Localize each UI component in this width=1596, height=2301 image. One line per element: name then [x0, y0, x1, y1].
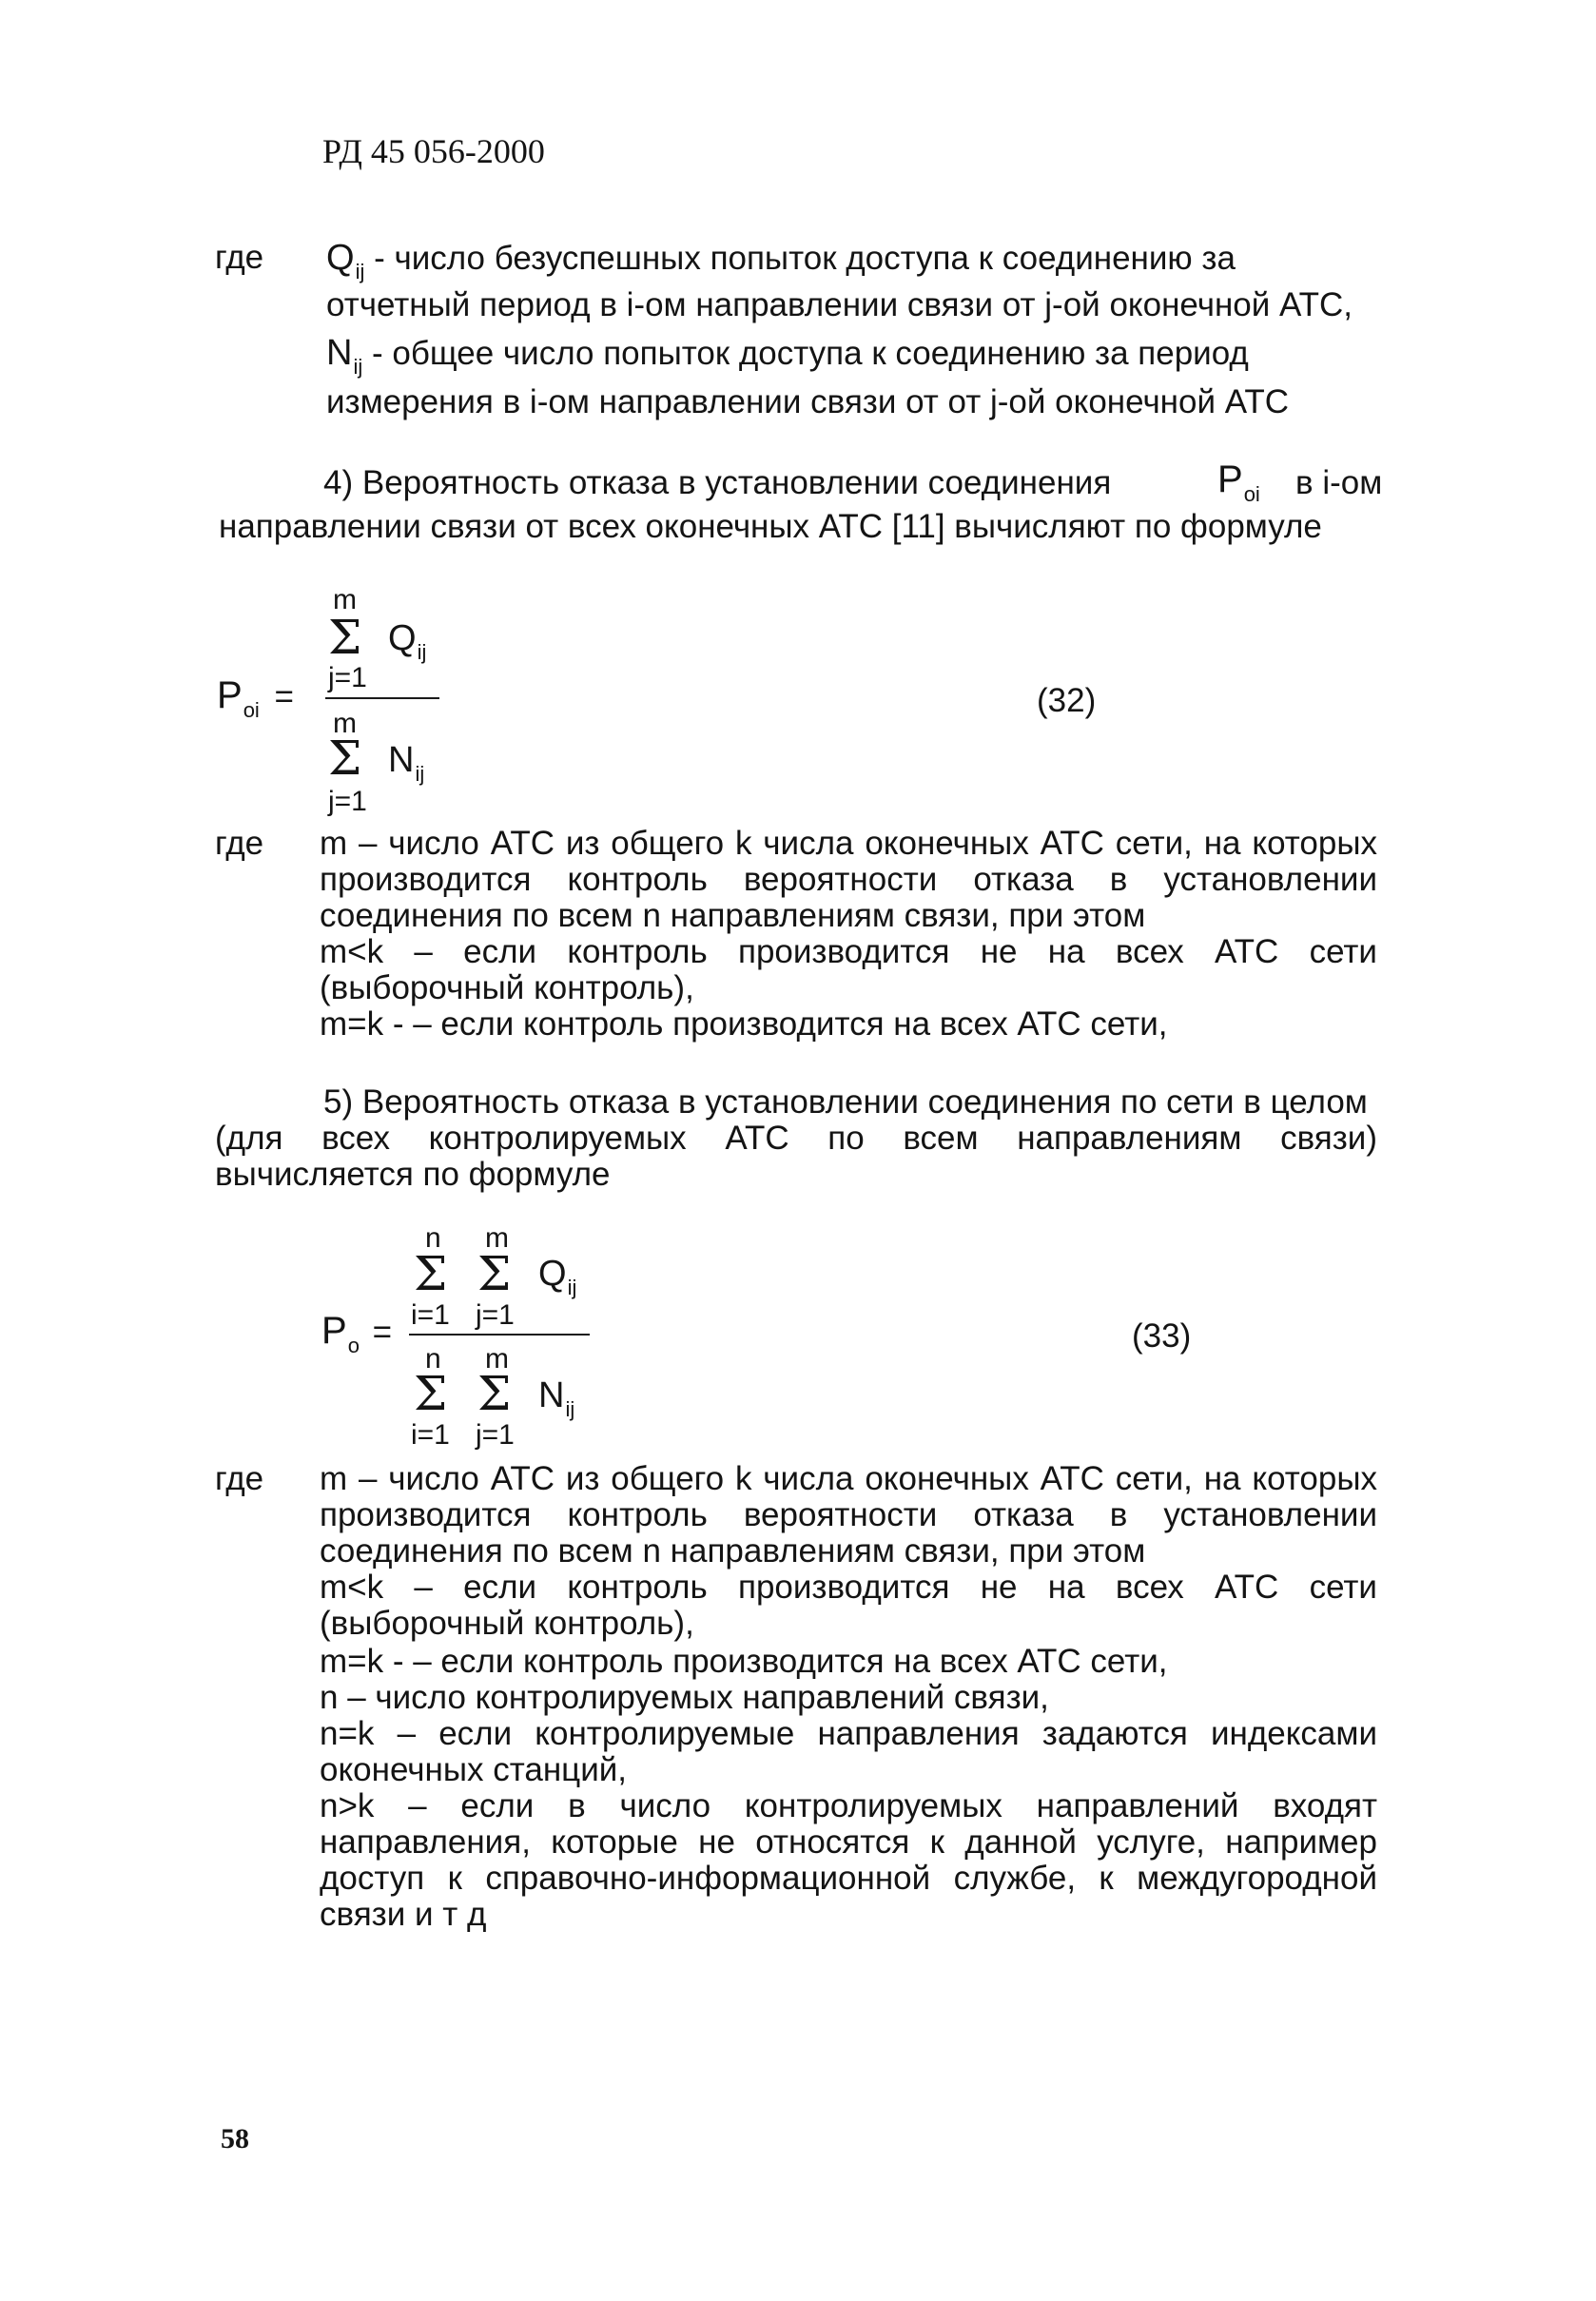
q-definition-line	[326, 240, 1236, 281]
where32-line: (выборочный контроль),	[320, 969, 694, 1006]
equation-number: (32)	[1037, 682, 1097, 719]
section4-p-oi	[1217, 458, 1260, 506]
document-header: РД 45 056-2000	[322, 132, 545, 170]
section5-line3: вычисляется по формуле	[215, 1156, 611, 1193]
numerator-term	[538, 1256, 576, 1297]
denominator-term	[538, 1375, 575, 1421]
where33-line: m<k – если контроль производится не на всех АТС сети	[320, 1569, 1377, 1606]
p-subscript: oi	[1243, 482, 1260, 506]
where33-line: m – число АТС из общего k числа оконечных АТС сети, на которых	[320, 1460, 1377, 1497]
numerator-symbol: Q	[538, 1254, 567, 1294]
where32-line: производится контроль вероятности отказа в установлении	[320, 861, 1377, 898]
where33-line: соединения по всем n направлениям связи, при этом	[320, 1532, 1146, 1570]
sigma-symbol: Σ	[328, 610, 362, 665]
page-number: 58	[221, 2123, 249, 2155]
sum-lower-limit: j=1	[328, 662, 367, 693]
equation-number: (33)	[1132, 1317, 1192, 1355]
n-definition-cont: измерения в i-ом направлении связи от от j-ой оконечной АТС	[326, 383, 1290, 420]
lhs-symbol: P	[217, 674, 243, 716]
q-description: - число безуспешных попыток доступа к соединению за	[374, 240, 1236, 277]
fraction-bar	[325, 697, 439, 699]
denominator-subscript: ij	[565, 1397, 575, 1421]
where33-line: оконечных станций,	[320, 1751, 628, 1788]
sigma-symbol: Σ	[477, 1366, 512, 1421]
sum-lower-limit-i: i=1	[411, 1299, 450, 1331]
section4-line2: направлении связи от всех оконечных АТС [11] вычисляют по формуле	[219, 508, 1322, 545]
where32-line: m=k - – если контроль производится на всех АТС сети,	[320, 1005, 1168, 1043]
where-label: где	[215, 1460, 264, 1497]
denominator-symbol: N	[388, 740, 415, 780]
numerator-subscript: ij	[417, 640, 427, 664]
sum-lower-limit: j=1	[328, 786, 367, 817]
sum-upper-limit-n: n	[425, 1222, 441, 1254]
where-label: где	[215, 239, 264, 276]
where33-line: n=k – если контролируемые направления задаются индексами	[320, 1715, 1377, 1752]
n-symbol: N	[326, 333, 353, 373]
where33-line: производится контроль вероятности отказа в установлении	[320, 1496, 1377, 1533]
where33-line: (выборочный контроль),	[320, 1605, 694, 1642]
where32-line: m – число АТС из общего k числа оконечных АТС сети, на которых	[320, 825, 1377, 862]
sum-lower-limit-j: j=1	[476, 1299, 515, 1331]
section5-line1: 5) Вероятность отказа в установлении соединения по сети в целом	[323, 1083, 1368, 1121]
section4-lead: 4) Вероятность отказа в установлении соединения	[323, 464, 1112, 501]
where32-line: m<k – если контроль производится не на всех АТС сети	[320, 933, 1377, 970]
denominator-term	[388, 740, 425, 786]
q-definition-cont: отчетный период в i-ом направлении связи от j-ой оконечной АТС,	[326, 286, 1353, 323]
sum-upper-limit-n: n	[425, 1343, 441, 1375]
numerator-symbol: Q	[388, 618, 417, 658]
lhs-subscript: oi	[243, 698, 260, 722]
lhs-subscript: o	[347, 1334, 360, 1357]
sum-lower-limit-i: i=1	[411, 1419, 450, 1451]
sigma-symbol: Σ	[414, 1366, 448, 1421]
n-subscript: ij	[353, 355, 363, 379]
where33-line: доступ к справочно-информационной службе, к междугородной	[320, 1860, 1377, 1897]
sum-lower-limit-j: j=1	[476, 1419, 515, 1451]
q-subscript: ij	[355, 260, 365, 283]
formula-lhs	[217, 674, 294, 722]
sigma-symbol: Σ	[414, 1246, 448, 1301]
section4-tail: в i-ом	[1295, 464, 1383, 501]
where-label: где	[215, 825, 264, 862]
where33-line: n – число контролируемых направлений связи,	[320, 1679, 1049, 1716]
sum-upper-limit-m: m	[485, 1222, 509, 1254]
numerator-subscript: ij	[567, 1276, 577, 1299]
fraction-bar	[409, 1334, 590, 1336]
n-definition-line	[326, 333, 1249, 379]
n-description: - общее число попыток доступа к соединению за период	[371, 335, 1249, 372]
sigma-symbol: Σ	[328, 731, 362, 786]
where33-line: направления, которые не относятся к данной услуге, например	[320, 1823, 1377, 1861]
equals-sign: =	[274, 678, 294, 715]
section5-line2: (для всех контролируемых АТС по всем направлениям связи)	[215, 1120, 1377, 1157]
q-symbol: Q	[326, 238, 355, 278]
denominator-symbol: N	[538, 1375, 565, 1415]
sum-upper-limit: m	[333, 584, 357, 615]
sum-upper-limit: m	[333, 708, 357, 739]
sum-upper-limit-m: m	[485, 1343, 509, 1375]
where32-line: соединения по всем n направлениям связи, при этом	[320, 897, 1146, 934]
denominator-subscript: ij	[415, 762, 425, 786]
formula-lhs	[321, 1310, 393, 1357]
p-symbol: P	[1217, 458, 1243, 500]
numerator-term	[388, 618, 427, 664]
lhs-symbol: P	[321, 1310, 347, 1352]
sigma-symbol: Σ	[477, 1246, 512, 1301]
where33-line: n>k – если в число контролируемых направлений входят	[320, 1787, 1377, 1824]
equals-sign: =	[372, 1314, 393, 1351]
where33-line: m=k - – если контроль производится на всех АТС сети,	[320, 1643, 1168, 1680]
where33-line: связи и т д	[320, 1896, 487, 1933]
